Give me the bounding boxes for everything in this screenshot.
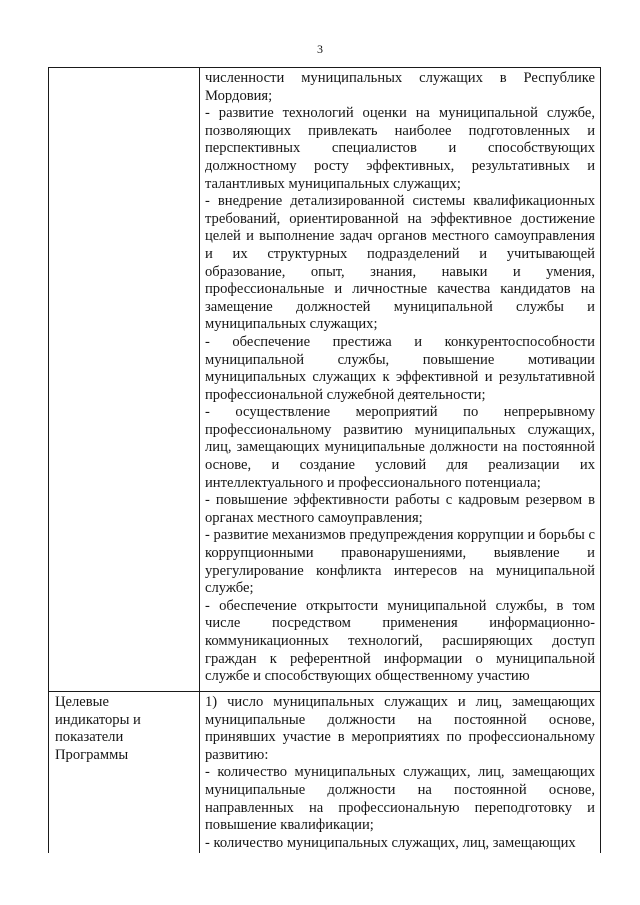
content-cell <box>200 68 601 692</box>
row-label-line: индикаторы и <box>55 711 141 728</box>
table-row <box>49 692 601 854</box>
content-cell <box>200 692 601 854</box>
table-paragraph: - повышение эффективности работы с кадровым резервом в органах местного самоуправления; <box>205 492 595 526</box>
table-paragraph: - развитие механизмов предупреждения коррупции и борьбы с коррупционными правонарушениями, выявление и урегулирование конфликта интересов на муниципальной службе; <box>205 527 595 597</box>
label-cell-empty <box>49 68 200 692</box>
table-paragraph: численности муниципальных служащих в Республике Мордовия; <box>205 70 595 104</box>
table-paragraph: - количество муниципальных служащих, лиц, замещающих муниципальные должности на постоянной основе, направленных на профессиональную переподготовку и повышение квалификации; <box>205 764 595 834</box>
table-paragraph: - внедрение детализированной системы квалификационных требований, ориентированной на эффективное достижение целей и выполнение задач органов местного самоуправления и их структурных подразделений и учитывающей образование, опыт, знания, навыки и умения, профессиональные и личностные качества кандидатов на замещение должностей муниципальной службы и муниципальных служащих; <box>205 193 595 333</box>
row-label-line: Целевые <box>55 694 109 710</box>
row-label-line: Программы <box>55 746 129 763</box>
table-paragraph: - осуществление мероприятий по непрерывному профессиональному развитию муниципальных служащих, лиц, замещающих муниципальные должности на постоянной основе, и создание условий для реализации их интеллектуального и профессионального потенциала; <box>205 404 595 491</box>
table-paragraph: - развитие технологий оценки на муниципальной службе, позволяющих привлекать наиболее подготовленных и перспективных специалистов и способствующих должностному росту эффективных, результативных и талантливых муниципальных служащих; <box>205 105 595 192</box>
program-passport-table <box>48 67 601 853</box>
page-number: 3 <box>317 42 323 56</box>
label-cell <box>49 692 200 854</box>
table-paragraph: - количество муниципальных служащих, лиц, замещающих <box>205 834 576 851</box>
table-paragraph: - обеспечение престижа и конкурентоспособности муниципальной службы, повышение мотивации муниципальных служащих к эффективной и результативной профессиональной служебной деятельности; <box>205 333 595 403</box>
table-paragraph: - обеспечение открытости муниципальной службы, в том числе посредством применения информационно-коммуникационных технологий, расширяющих доступ граждан к референтной информации о муниципальной службе и способствующих общественному участию <box>205 597 595 685</box>
table-row <box>49 68 601 692</box>
table-paragraph: 1) число муниципальных служащих и лиц, замещающих муниципальные должности на постоянной основе, принявших участие в мероприятиях по профессиональному развитию: <box>205 694 595 763</box>
row-label-line: показатели <box>55 729 124 746</box>
